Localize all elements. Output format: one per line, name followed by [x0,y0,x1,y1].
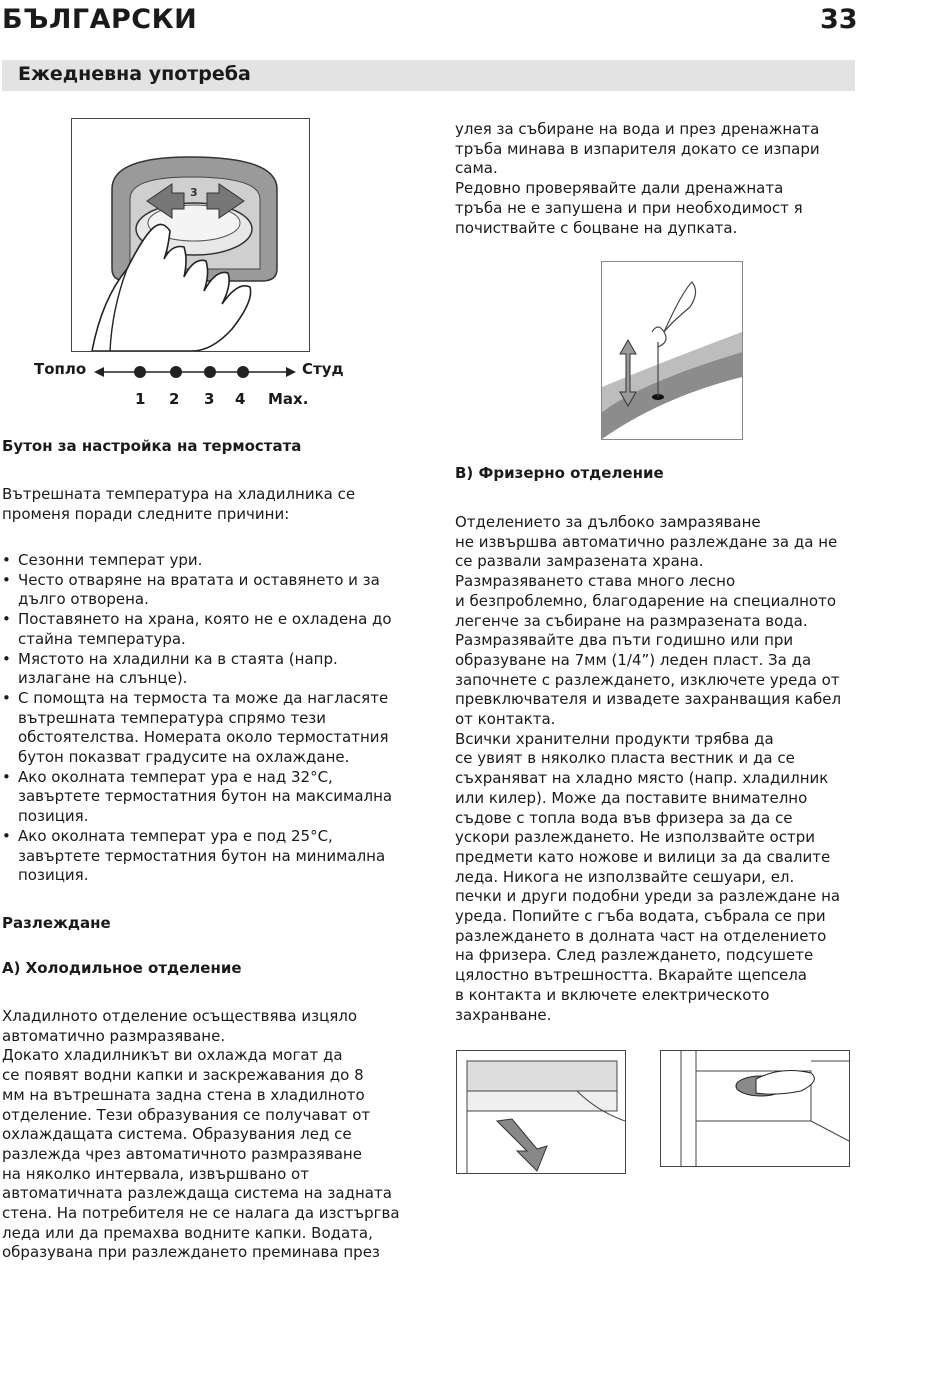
freezer-section-heading: B) Фризерно отделение [455,464,664,482]
defrost-heading: Разлеждане [2,914,111,932]
temperature-factors-list [2,551,404,886]
list-item: • Сезонни температ ури. [2,551,203,569]
list-item: • Поставянето на храна, която не е охладена до стайна температура. [2,610,392,648]
scale-dot-4 [237,366,249,378]
fridge-section-heading: A) Холодильное отделение [2,959,242,977]
list-item: • Мястото на хладилни ка в стаята (напр. излагане на слънце). [2,649,338,688]
sponge-wiping-icon [661,1051,849,1166]
list-item: • С помощта на термоста та може да нагласяте вътрешната температура спрямо тези обстоятелства. Номерата около термостатния бутон показват градусите на охлаждане. [2,688,389,767]
scale-number-4: 4 [235,390,246,408]
scale-warm-label: Топло [34,360,87,378]
drain-cleaning-illustration [601,261,743,440]
freezer-drain-tray-illustration [456,1050,626,1174]
scale-cold-label: Студ [302,360,344,378]
document-language-header: БЪЛГАРСКИ [2,4,198,35]
thermostat-intro: Вътрешната температура на хладилника се променя поради следните причини: [2,485,356,523]
thermostat-knob-illustration [71,118,310,352]
scale-number-1: 1 [135,390,146,408]
page-number: 33 [820,4,858,35]
scale-dot-3 [204,366,216,378]
section-title: Ежедневна употреба [18,63,251,85]
freezer-wiping-illustration [660,1050,850,1167]
list-item: • Ако околната температ ура е над 32°C, завъртете термостатния бутон на максимална позиция. [2,767,393,826]
drain-hole-icon [602,262,742,439]
section-title-bar [2,60,855,91]
fridge-defrost-text: Хладилното отделение осъществява изцяло автоматично размразяване. Докато хладилникът ви охлажда могат да се появят водни капки и заскрежавания до 8 мм на вътрешната задна стена в хладилното отделение. Тези образувания се получават от охлаждащата система. Образувания лед се разлежда чрез автоматичното размразяване на няколко интервала, извършвано от автоматичната разлеждаща система на задната стена. На потребителя не се налага да изстъргва леда или да премахва водните капки. Водата, образувана при разлеждането преминава през [2,1007,400,1262]
scale-dot-2 [170,366,182,378]
hand-turning-knob-icon [72,119,309,351]
dial-number: 3 [190,186,198,199]
list-item: • Ако околната температ ура е под 25°C, завъртете термостатния бутон на минимална позиция. [2,826,386,885]
scale-number-2: 2 [169,390,180,408]
list-item: • Често отваряне на вратата и оставянето и за дълго отворена. [2,570,380,609]
scale-max-label: Max. [268,390,309,408]
drain-tray-icon [457,1051,625,1173]
scale-dot-1 [134,366,146,378]
freezer-defrost-text: Отделението за дълбоко замразяване не извършва автоматично разлеждане за да не се развали замразената храна. Размразяването става много лесно и безпроблемно, благодарение на специалното легенче за събиране на размразената вода. Размразявайте два пъти годишно или при образуване на 7мм (1/4”) леден пласт. За да започнете с разлеждането, изключете уреда от превключвателя и извадете захранващия кабел от контакта. Всички хранителни продукти трябва да се увият в няколко пласта вестник и да се съхраняват на хладно място (напр. хладилник или килер). Може да поставите внимателно съдове с топла вода във фризера за да се ускори разлеждането. Не използвайте остри предмети като ножове и вилици за да свалите леда. Никога не използвайте сешуари, ел. печки и други подобни уреди за разлеждане на уреда. Попийте с гъба водата, събрала се при разлеждането в долната част на отделението на фризера. След разлеждането, подсушете цялостно вътрешността. Вкарайте щепсела в контакта и включете електрическото захранване. [455,513,842,1024]
scale-number-3: 3 [204,390,215,408]
thermostat-heading: Бутон за настройка на термостата [2,437,302,455]
drain-continued-text: улея за събиране на вода и през дренажната тръба минава в изпарителя докато се изпари сама. Редовно проверявайте дали дренажната тръба не е запушена и при необходимост я почиствайте с боцване на дупката. [455,120,820,237]
thermostat-scale-line [92,362,298,382]
